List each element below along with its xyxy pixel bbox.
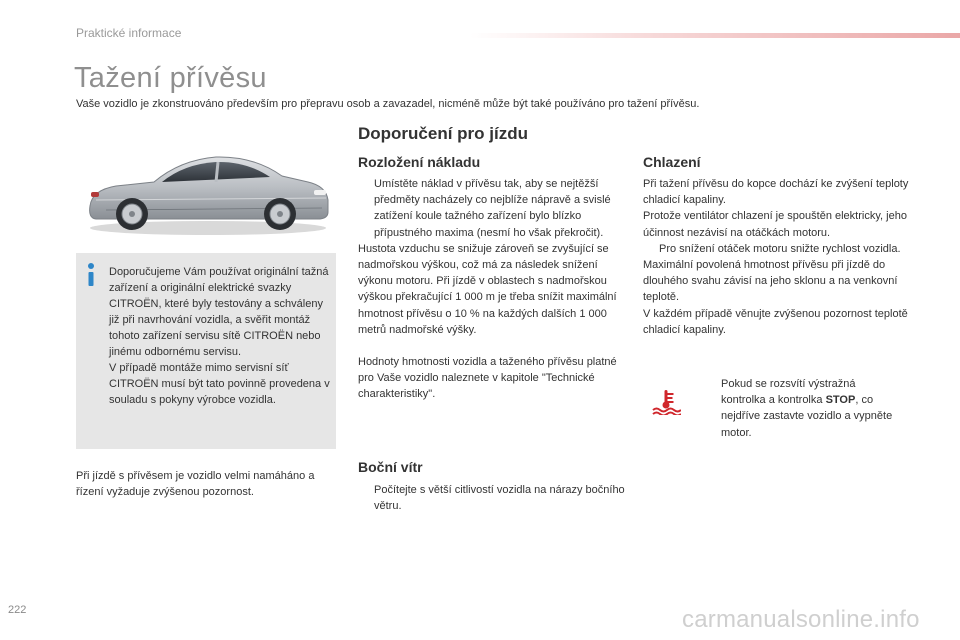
stop-label: STOP (825, 394, 856, 407)
warning-bullet: Pokud se rozsvítí výstražná kontrolka a kontrolka STOP, co nejdříve zastavte vozidlo a vypněte motor. (705, 376, 900, 441)
section-header: Praktické informace (76, 26, 182, 40)
page-number: 222 (8, 604, 27, 616)
load-section (358, 176, 628, 403)
intro-text: Vaše vozidlo je zkonstruováno především pro přepravu osob a zavazadel, nicméně může být také používáno pro tažení přívěsu. (76, 98, 700, 110)
cooling-bullet: Pro snížení otáček motoru snižte rychlost vozidla. (643, 241, 911, 257)
load-heading: Rozložení nákladu (358, 154, 481, 170)
load-paragraph: Hustota vzduchu se snižuje zároveň se zvyšující se nadmořskou výškou, což má za následek snížení výkonu motoru. Při jízdě v oblastech s nadmořskou výškou překračující 1 000 m je třeba snížit maximální hmotnost přívěsu o 10 % na každých dalších 1 000 metrů nadmořské výšky. (358, 242, 617, 336)
bullet-mark (643, 241, 659, 257)
info-paragraph: Doporučujeme Vám používat originální tažná zařízení a originální elektrické svazky CITROËN, které byly testovány a schváleny již při navrhování vozidla, a svěřit montáž tohoto zařízení servisu sítě CITROËN nebo jinému odbornému servisu. (109, 266, 329, 358)
info-paragraph: V případě montáže mimo servisní síť CITROËN musí být tato povinně provedena v souladu s pokyny výrobce vozidla. (109, 362, 330, 406)
load-paragraph: Hodnoty hmotnosti vozidla a taženého přívěsu platné pro Vaše vozidlo naleznete v kapitole "Technické charakteristiky". (358, 356, 617, 401)
cooling-section (643, 176, 911, 338)
coolant-temperature-warning-icon (651, 389, 681, 415)
header-accent-bar (470, 33, 960, 38)
info-text (109, 264, 331, 408)
left-note: Při jízdě s přívěsem je vozidlo velmi namáháno a řízení vyžaduje zvýšenou pozornost. (76, 470, 315, 498)
page-title: Tažení přívěsu (74, 62, 267, 94)
cooling-heading: Chlazení (643, 154, 701, 170)
cooling-paragraph: V každém případě věnujte zvýšenou pozornost teplotě chladicí kapaliny. (643, 307, 908, 336)
warning-note (705, 376, 900, 441)
cooling-paragraph: Maximální povolená hmotnost přívěsu při jízdě do dlouhého svahu závisí na jeho sklonu a na venkovní teplotě. (643, 259, 898, 304)
car-illustration (76, 140, 338, 240)
cooling-paragraph: Při tažení přívěsu do kopce dochází ke zvýšení teploty chladicí kapaliny. (643, 178, 909, 207)
bullet-mark (358, 482, 374, 514)
cooling-paragraph: Protože ventilátor chlazení je spouštěn elektricky, jeho účinnost nezávisí na otáčkách motoru. (643, 210, 907, 239)
wind-bullet: Počítejte s větší citlivostí vozidla na nárazy bočního větru. (358, 482, 628, 514)
wind-section (358, 482, 628, 514)
bullet-mark (705, 376, 721, 441)
driving-heading: Doporučení pro jízdu (358, 124, 528, 143)
wind-heading: Boční vítr (358, 459, 423, 475)
bullet-mark (358, 176, 374, 241)
watermark: carmanualsonline.info (682, 606, 920, 633)
load-bullet: Umístěte náklad v přívěsu tak, aby se nejtěžší předměty nacházely co nejblíže nápravě a svislé zatížení koule tažného zařízení bylo blízko přípustného maxima (nesmí ho však překročit). (358, 176, 628, 241)
info-icon (84, 262, 98, 288)
